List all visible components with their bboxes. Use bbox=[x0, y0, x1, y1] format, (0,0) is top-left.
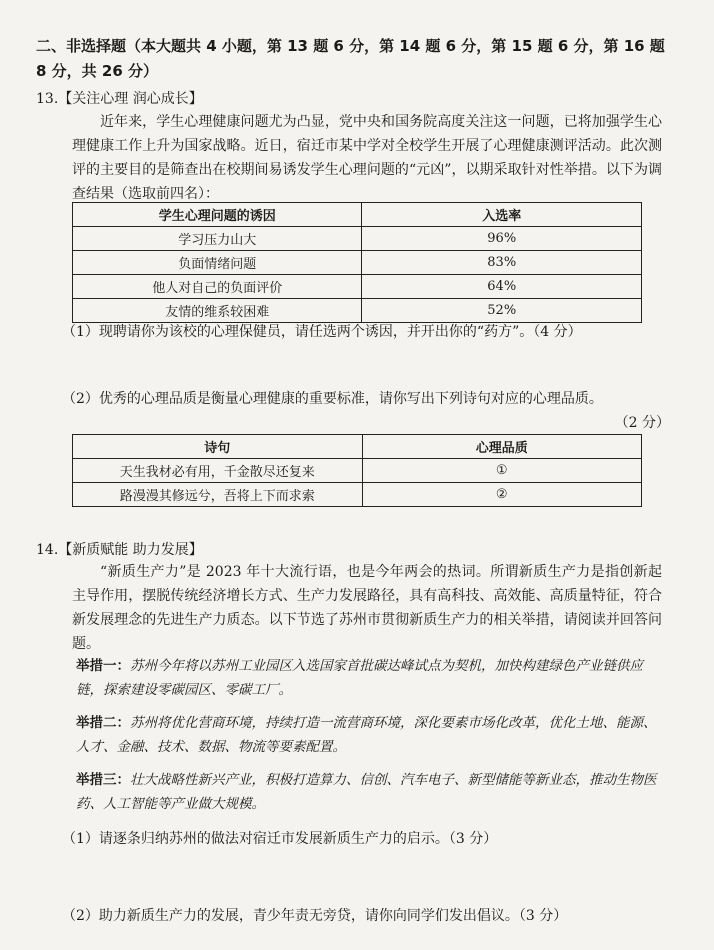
quality-cell: ② bbox=[362, 483, 642, 507]
question-13-sub1: （1）现聘请你为该校的心理保健员，请任选两个诱因，并开出你的“药方”。（4 分） bbox=[62, 324, 582, 340]
section-title: 二、非选择题（本大题共 4 小题，第 13 题 6 分，第 14 题 6 分，第 15 题 6 分，第 16 题 8 分，共 26 分） bbox=[36, 37, 665, 80]
table-row bbox=[73, 227, 642, 251]
table-row bbox=[73, 251, 642, 275]
rate-cell: 83% bbox=[362, 251, 642, 275]
poem-cell: 天生我材必有用，千金散尽还复来 bbox=[73, 459, 363, 483]
question-14-header bbox=[36, 539, 203, 559]
question-13-heading: 【关注心理 润心成长】 bbox=[58, 91, 203, 107]
poem-table-header bbox=[73, 435, 642, 459]
measure-3-label: 举措三： bbox=[76, 772, 130, 788]
cause-cell: 学习压力山大 bbox=[73, 227, 362, 251]
cause-cell: 负面情绪问题 bbox=[73, 251, 362, 275]
measure-2 bbox=[76, 711, 666, 759]
measure-1 bbox=[76, 654, 666, 702]
cause-table-header bbox=[73, 203, 642, 227]
poem-table bbox=[72, 434, 642, 507]
question-13-sub2-score: （2 分） bbox=[614, 415, 670, 431]
question-13-number: 13. bbox=[36, 91, 59, 107]
question-13-sub2: （2）优秀的心理品质是衡量心理健康的重要标准，请你写出下列诗句对应的心理品质。 bbox=[62, 391, 603, 407]
table-row bbox=[73, 483, 642, 507]
measure-3 bbox=[76, 768, 666, 816]
rate-cell: 96% bbox=[362, 227, 642, 251]
poem-table-header-poem: 诗句 bbox=[73, 435, 363, 459]
cause-cell: 他人对自己的负面评价 bbox=[73, 275, 362, 299]
poem-table-header-quality: 心理品质 bbox=[362, 435, 642, 459]
measure-1-text: 苏州今年将以苏州工业园区入选国家首批碳达峰试点为契机，加快构建绿色产业链供应链，探索建设零碳园区、零碳工厂。 bbox=[76, 658, 643, 698]
measure-3-text: 壮大战略性新兴产业，积极打造算力、信创、汽车电子、新型储能等新业态，推动生物医药、人工智能等产业做大规模。 bbox=[76, 772, 657, 812]
question-14-heading: 【新质赋能 助力发展】 bbox=[58, 542, 203, 558]
measure-1-label: 举措一： bbox=[76, 658, 130, 674]
question-14-sub1: （1）请逐条归纳苏州的做法对宿迁市发展新质生产力的启示。（3 分） bbox=[62, 831, 498, 847]
question-13-header bbox=[36, 88, 203, 108]
question-14-intro: “新质生产力”是 2023 年十大流行语，也是今年两会的热词。所谓新质生产力是指创新起主导作用，摆脱传统经济增长方式、生产力发展路径，具有高科技、高效能、高质量特征，符合新发展理念的先进生产力质态。以下节选了苏州市贯彻新质生产力的相关举措，请阅读并回答问题。 bbox=[72, 564, 662, 652]
question-13-intro: 近年来，学生心理健康问题尤为凸显，党中央和国务院高度关注这一问题，已将加强学生心理健康工作上升为国家战略。近日，宿迁市某中学对全校学生开展了心理健康测评活动。此次测评的主要目的是筛查出在校期间易诱发学生心理问题的“元凶”，以期采取针对性举措。以下为调查结果（选取前四名）： bbox=[72, 114, 662, 202]
question-14-number: 14. bbox=[36, 542, 59, 558]
table-row bbox=[73, 459, 642, 483]
cause-cell: 友情的维系较困难 bbox=[73, 299, 362, 323]
quality-cell: ① bbox=[362, 459, 642, 483]
rate-cell: 52% bbox=[362, 299, 642, 323]
table-row bbox=[73, 275, 642, 299]
question-14-sub2: （2）助力新质生产力的发展，青少年责无旁贷，请你向同学们发出倡议。（3 分） bbox=[62, 908, 568, 924]
measure-2-label: 举措二： bbox=[76, 715, 130, 731]
cause-table-header-rate: 入选率 bbox=[362, 203, 642, 227]
measure-2-text: 苏州将优化营商环境，持续打造一流营商环境，深化要素市场化改革，优化土地、能源、人才、金融、技术、数据、物流等要素配置。 bbox=[76, 715, 657, 755]
poem-cell: 路漫漫其修远兮，吾将上下而求索 bbox=[73, 483, 363, 507]
rate-cell: 64% bbox=[362, 275, 642, 299]
cause-table-header-cause: 学生心理问题的诱因 bbox=[73, 203, 362, 227]
cause-table bbox=[72, 202, 642, 323]
table-row bbox=[73, 299, 642, 323]
